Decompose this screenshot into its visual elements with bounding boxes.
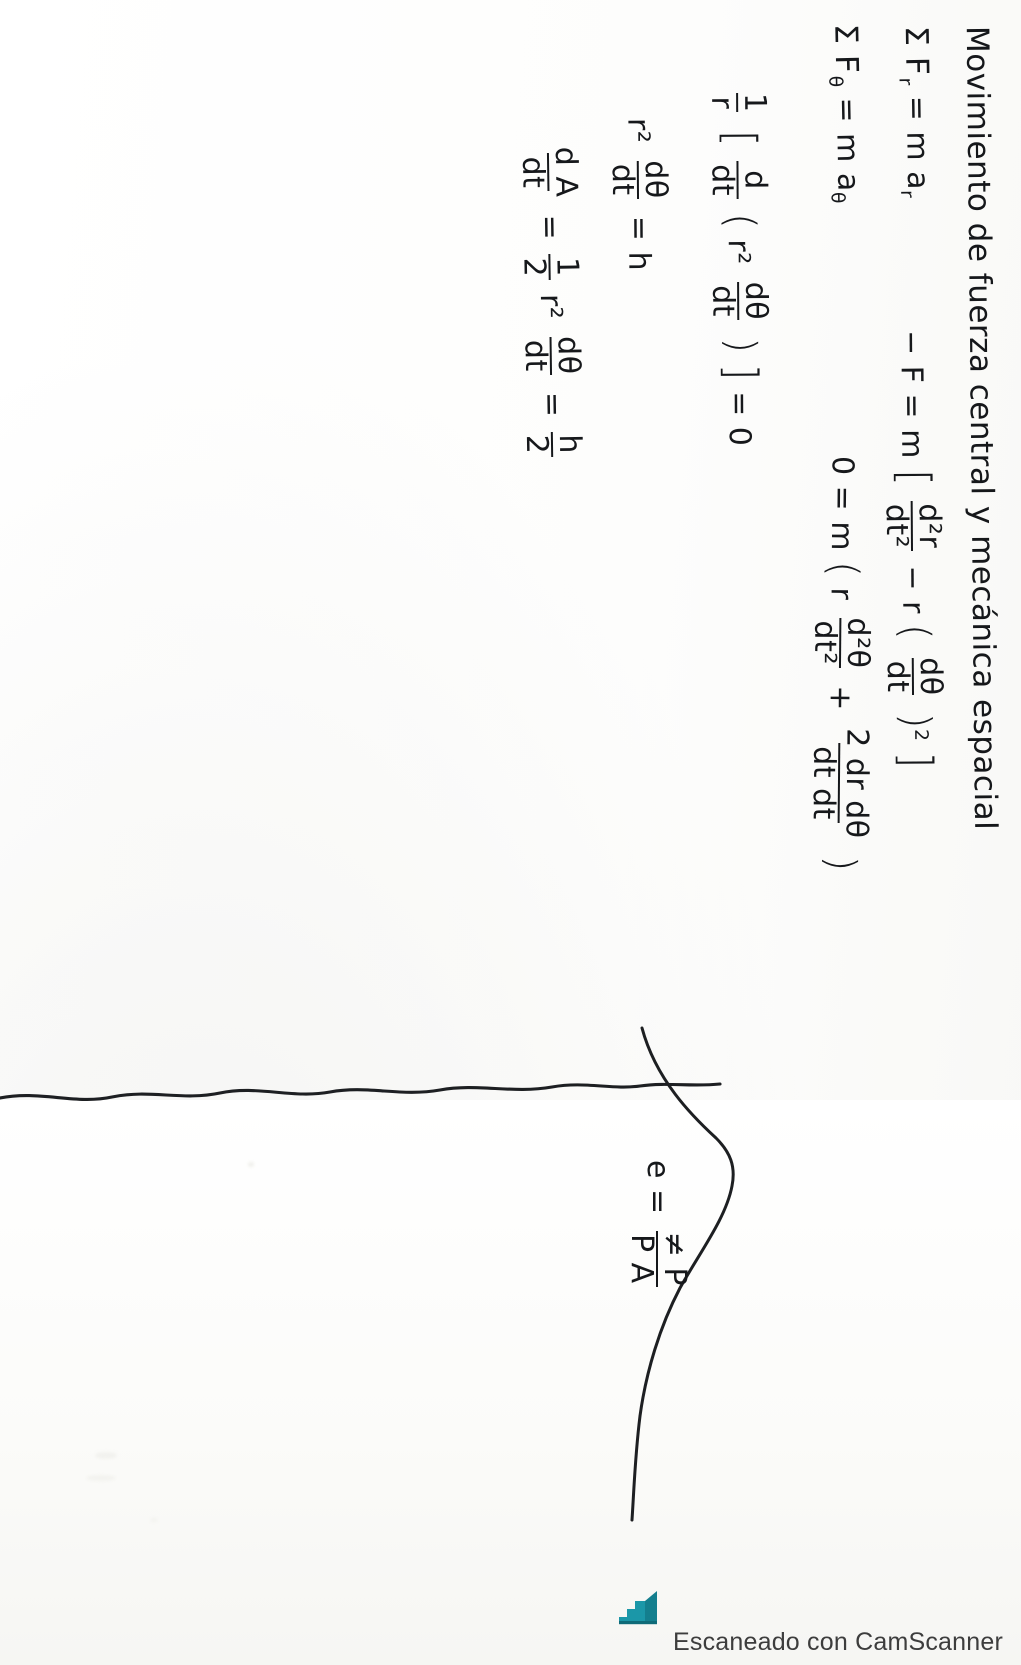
equals-sign: = [531, 214, 568, 241]
r-squared: r² [720, 239, 756, 265]
fraction-2drdtheta-dtdt [806, 725, 875, 842]
camscanner-watermark [615, 1587, 1003, 1657]
minus-r: − r [895, 565, 931, 615]
equals-h: = h [621, 215, 657, 272]
side-note-eccentricity [624, 1160, 692, 1293]
fraction-dtheta-dt [605, 157, 674, 202]
r-squared: r² [532, 293, 569, 320]
subscript-r: r [894, 77, 916, 86]
equals-zero: = 0 [721, 391, 757, 447]
subscript-theta: θ [824, 75, 846, 88]
numerator: dθ [550, 335, 587, 375]
equation-transverse [806, 455, 876, 873]
note-title: Movimiento de fuerza central y mecánica espacial [958, 25, 1004, 831]
numerator: 1 [549, 256, 585, 277]
denominator: dt [519, 337, 552, 375]
equation-angular-momentum-derivative [704, 86, 774, 447]
exponent-two: 2 [910, 728, 932, 742]
paren-open: ( [819, 560, 868, 578]
numerator: ≠ P [657, 1231, 692, 1286]
denominator: dt [607, 161, 640, 199]
equation-radial [878, 329, 949, 770]
zero-equals-m: 0 = m [823, 455, 860, 552]
denominator: P A [626, 1231, 659, 1287]
radius-r: r [823, 587, 859, 601]
equation-r2-dtheta-dt-equals-h [605, 117, 674, 272]
equals-sign-2: = [534, 391, 570, 418]
subscript-ar: r [896, 190, 918, 199]
paren-close: ) [817, 855, 866, 873]
numerator: 1 [737, 92, 773, 113]
sigma-symbol: Σ F [897, 25, 935, 76]
denominator: r [706, 93, 739, 112]
fraction-dtheta-dt [880, 654, 949, 699]
numerator: dθ [738, 281, 774, 321]
paren-close: ) [892, 712, 941, 730]
denominator: dt [882, 658, 915, 696]
fraction-d2r-dt2 [879, 500, 947, 551]
numerator: dθ [912, 657, 949, 696]
numerator: d [737, 170, 773, 190]
bracket-open: [ [714, 129, 765, 148]
fraction-dA-dt [515, 144, 584, 201]
fraction-dtheta-dt [517, 333, 587, 378]
equation-areal-velocity [515, 140, 588, 462]
r-squared: r² [620, 117, 656, 144]
camscanner-logo-icon [615, 1587, 661, 1627]
equation-sum-fr [894, 26, 936, 199]
denominator: 2 [518, 254, 551, 280]
sigma-symbol: Σ F [827, 23, 865, 74]
bracket-open: [ [888, 468, 939, 487]
denominator: 2 [521, 432, 554, 458]
numerator: dθ [637, 160, 674, 199]
fraction-d2theta-dt2 [807, 614, 876, 671]
paren-close: ) [717, 337, 766, 354]
fraction-h-over-2 [519, 431, 588, 457]
fraction-one-over-r [704, 90, 773, 116]
paren-open: ( [716, 212, 765, 230]
camscanner-label: Escaneado con CamScanner [673, 1628, 1003, 1656]
bracket-close: ] [890, 751, 941, 770]
numerator: d A [547, 146, 584, 198]
fraction-dtheta-dt [705, 279, 774, 324]
numerator: d²r [911, 503, 947, 549]
paren-open: ( [891, 623, 940, 641]
denominator: dt [707, 282, 740, 320]
bracket-close: ] [715, 363, 766, 382]
equation-sum-ftheta [823, 24, 866, 204]
denominator: dt² [880, 501, 913, 552]
fraction-d-dt [704, 161, 773, 199]
denominator: dt [517, 153, 550, 191]
denominator: dt² [809, 617, 842, 668]
numerator: 2 dr dθ [838, 728, 875, 839]
minus-f-equals-m: − F = m [893, 329, 930, 459]
plus-sign: + [822, 685, 858, 712]
subscript-atheta: θ [826, 191, 848, 205]
denominator: dt dt [807, 743, 840, 823]
numerator: d²θ [839, 617, 876, 669]
equals-m-a: = m a [898, 95, 936, 191]
fraction-side-note [624, 1229, 692, 1289]
denominator: dt [706, 161, 739, 199]
fraction-one-half [516, 254, 585, 280]
equals-m-a: = m a [828, 97, 866, 193]
e-equals: e = [639, 1160, 675, 1215]
numerator: h [551, 434, 588, 455]
